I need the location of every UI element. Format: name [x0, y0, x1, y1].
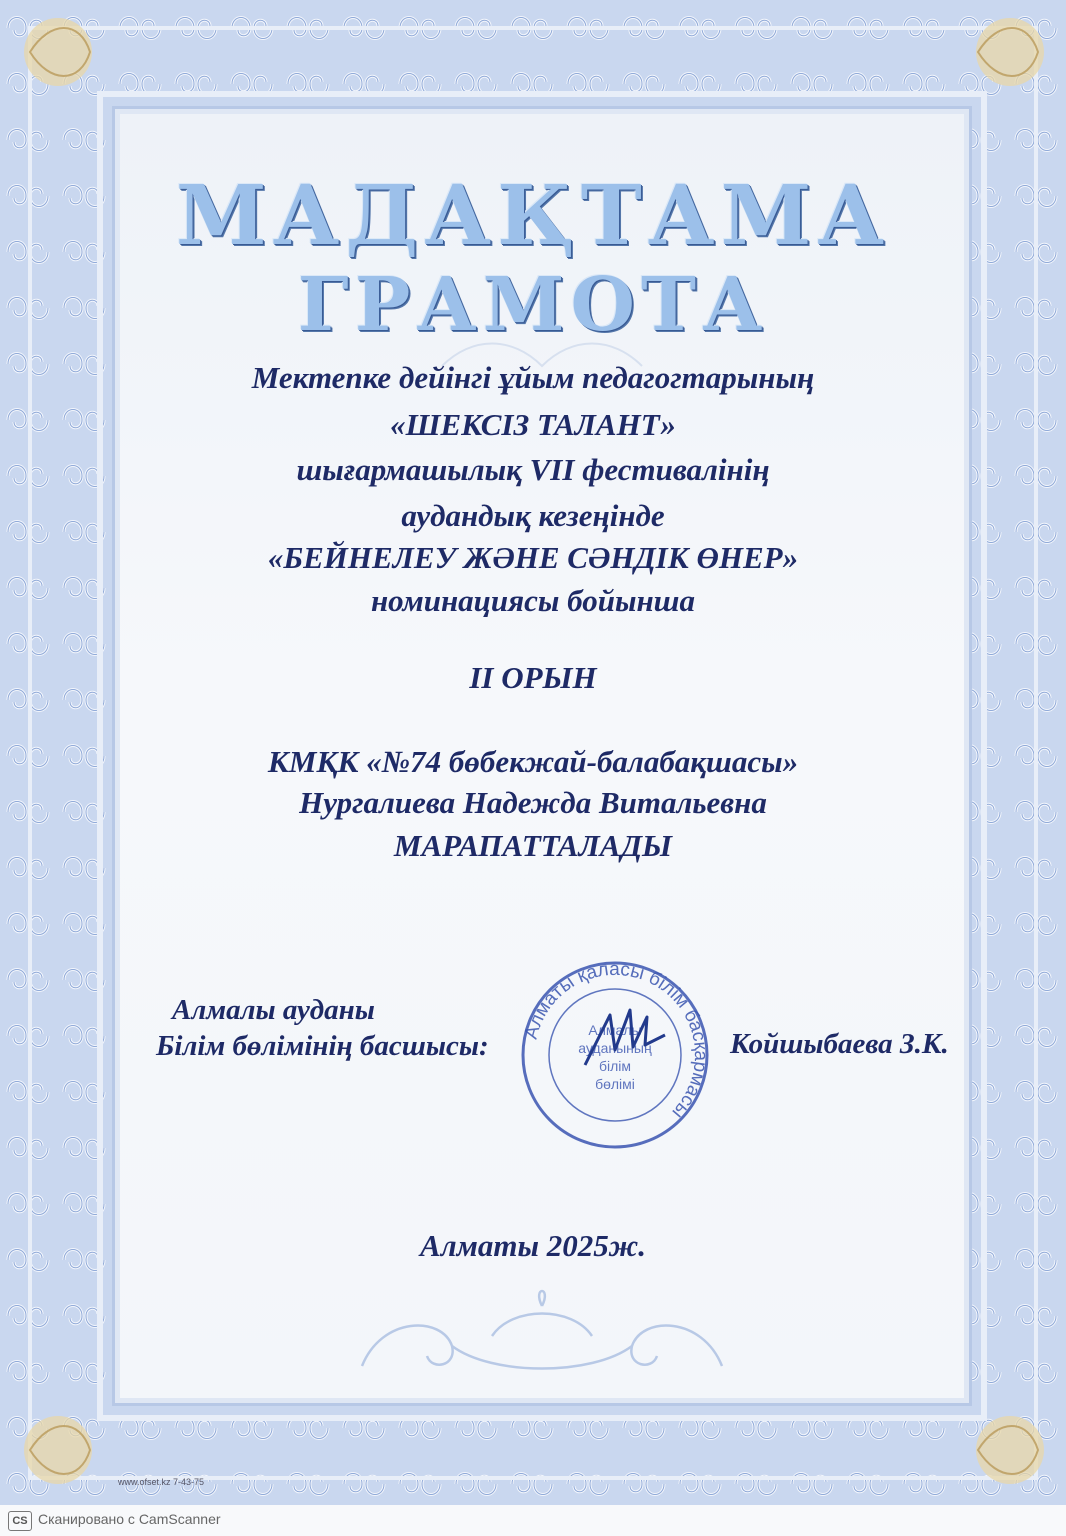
awarded-label: МАРАПАТТАЛАДЫ — [393, 828, 673, 863]
city-year: Алматы 2025ж. — [420, 1228, 646, 1263]
body-line: аудандық кезеңінде — [401, 498, 665, 533]
body-line: Мектепке дейінгі ұйым педагогтарының — [251, 360, 815, 395]
signatory-name: Койшыбаева З.К. — [730, 1028, 949, 1060]
signatory-title: Білім бөлімінің басшысы: — [156, 1030, 489, 1062]
recipient-organization: КМҚК «№74 бөбекжай-балабақшасы» — [267, 744, 799, 779]
signatory-district: Алмалы ауданы — [172, 994, 375, 1026]
printer-mark: www.ofset.kz 7-43-75 — [118, 1477, 205, 1487]
stamp-inner-line: ауданының — [578, 1040, 652, 1056]
body-line: шығармашылық VII фестивалінің — [296, 452, 770, 487]
stamp-ring-text: Алматы қаласы білім басқармасы — [520, 958, 712, 1123]
official-stamp — [515, 955, 715, 1155]
body-line: «ШЕКСІЗ ТАЛАНТ» — [390, 407, 676, 442]
body-line: «БЕЙНЕЛЕУ ЖӘНЕ СӘНДІК ӨНЕР» — [267, 540, 799, 575]
bottom-flourish — [112, 1276, 972, 1406]
stamp-inner-line: Алмалы — [588, 1022, 642, 1038]
award-place: II ОРЫН — [469, 660, 597, 695]
stamp-inner-line: бөлімі — [595, 1076, 635, 1092]
camscanner-label: Сканировано с CamScanner — [38, 1511, 221, 1527]
certificate-title-ru: ГРАМОТА — [297, 262, 769, 348]
recipient-name: Нургалиева Надежда Витальевна — [299, 785, 767, 820]
body-line: номинациясы бойынша — [370, 583, 696, 618]
certificate-title-kz: МАДАҚТАМА — [175, 168, 891, 264]
camscanner-logo-icon: CS — [8, 1511, 32, 1531]
stamp-inner-line: білім — [598, 1058, 632, 1074]
scanner-footer — [0, 1505, 1066, 1536]
